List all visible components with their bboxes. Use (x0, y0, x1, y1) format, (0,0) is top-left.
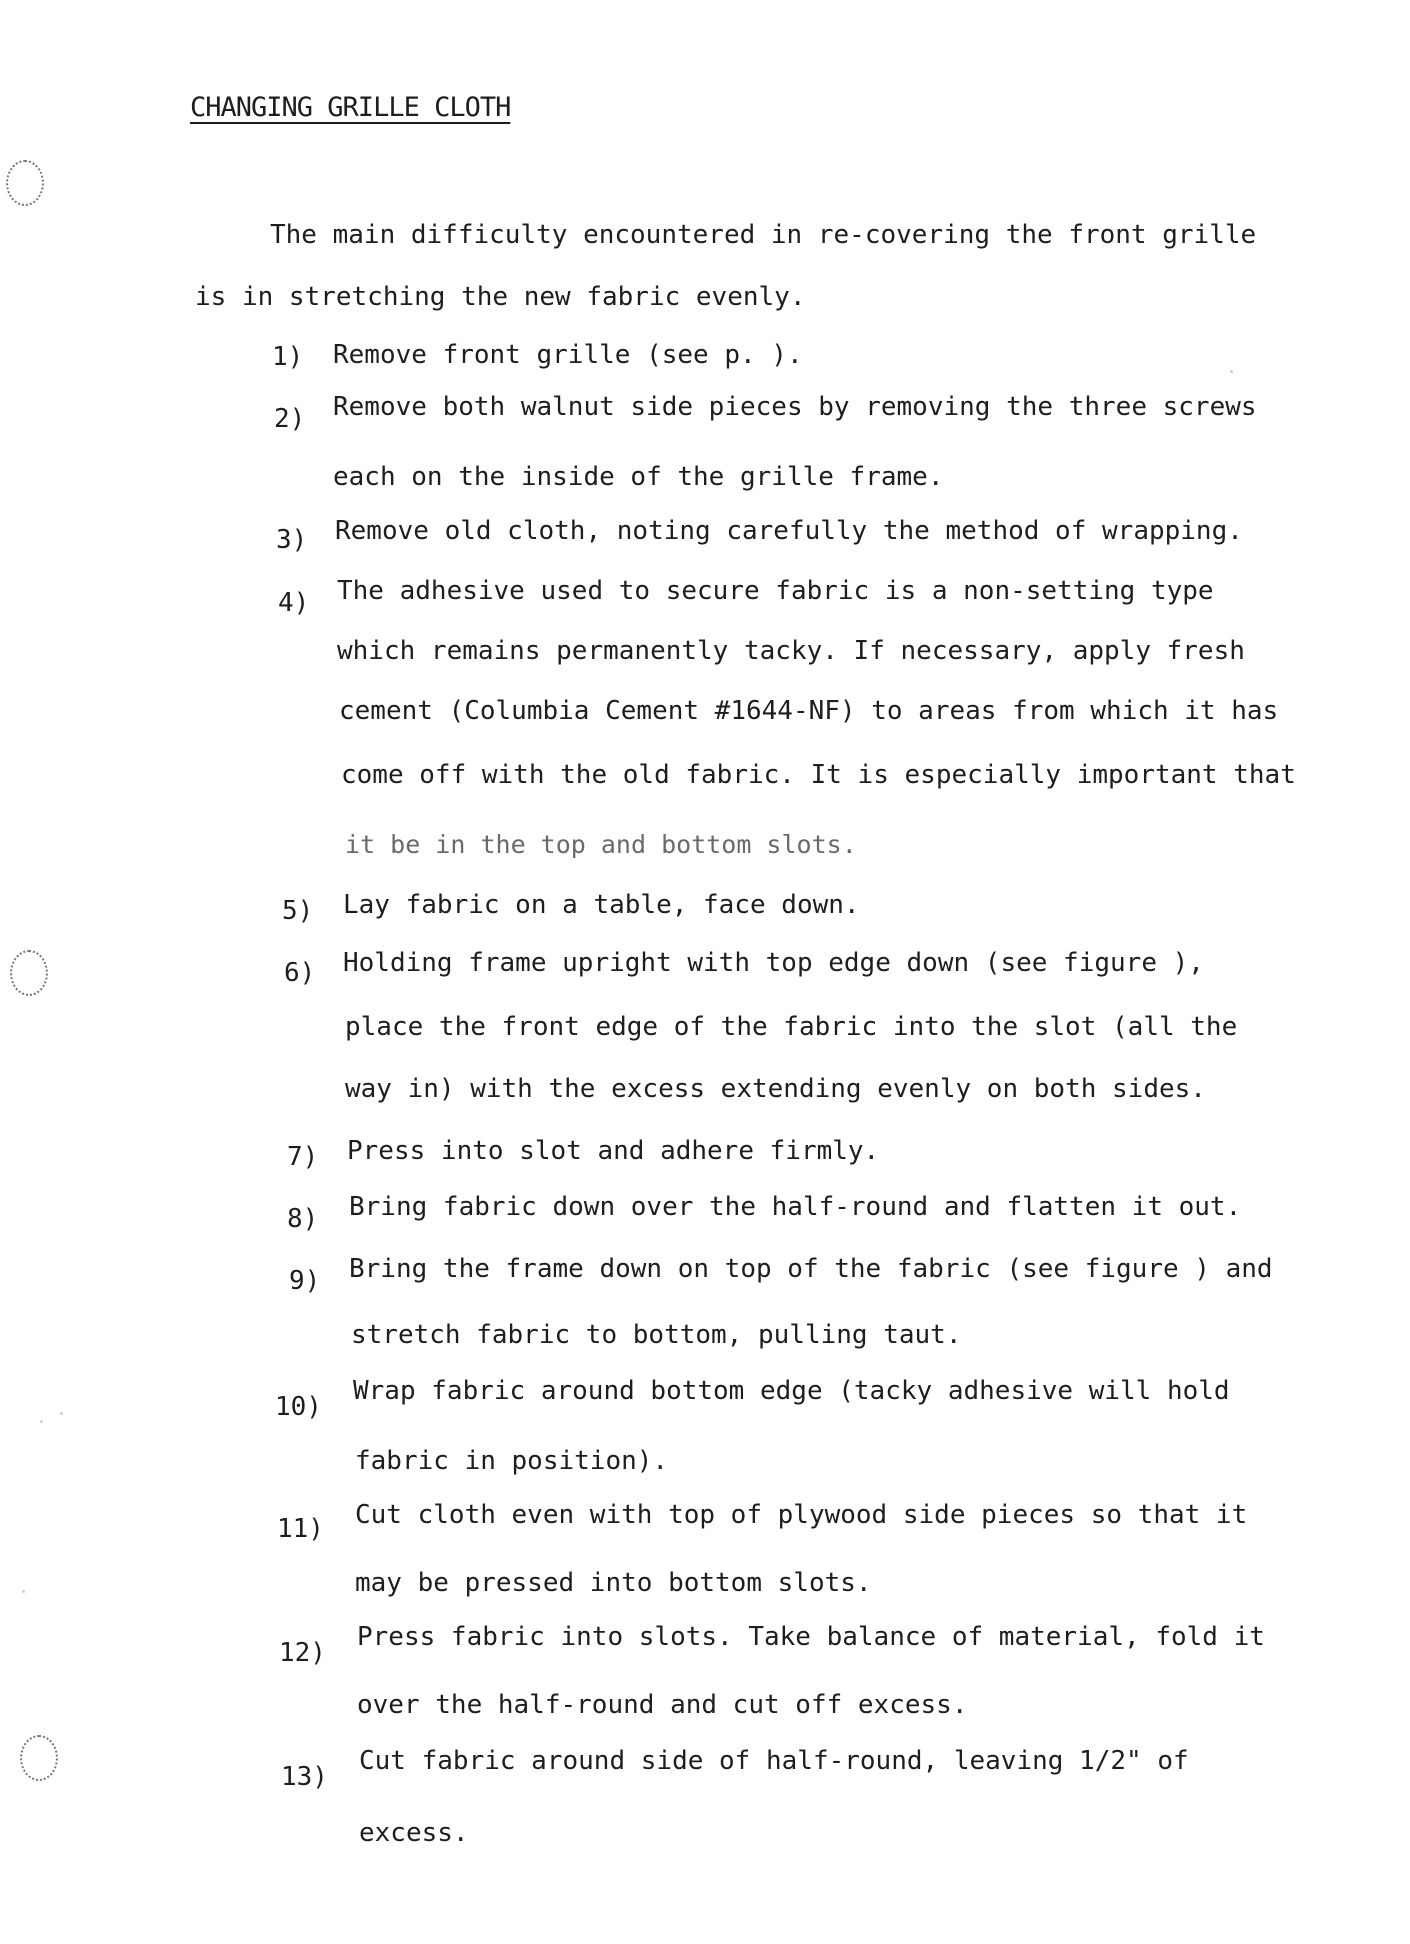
step-line: cement (Columbia Cement #1644-NF) to areas from which it has (339, 696, 1279, 726)
step-number: 2) (274, 404, 306, 434)
step-line: Remove front grille (see p. ). (333, 340, 803, 370)
step-line: Wrap fabric around bottom edge (tacky adhesive will hold (353, 1376, 1230, 1406)
step-line: it be in the top and bottom slots. (345, 830, 857, 859)
step-number: 5) (282, 896, 314, 926)
step-line: Bring fabric down over the half-round and flatten it out. (349, 1192, 1242, 1222)
step-number: 7) (287, 1142, 319, 1172)
step-number: 11) (277, 1514, 324, 1544)
step-number: 9) (289, 1266, 321, 1296)
step-line: Cut cloth even with top of plywood side pieces so that it (355, 1500, 1248, 1530)
step-line: Remove old cloth, noting carefully the method of wrapping. (335, 516, 1243, 546)
step-number: 6) (284, 958, 316, 988)
step-line: Lay fabric on a table, face down. (343, 890, 860, 920)
step-line: Press into slot and adhere firmly. (347, 1136, 880, 1166)
step-number: 10) (275, 1392, 322, 1422)
step-line: The adhesive used to secure fabric is a non-setting type (337, 576, 1214, 606)
step-line: excess. (359, 1818, 469, 1848)
step-line: place the front edge of the fabric into the slot (all the (345, 1012, 1238, 1042)
step-line: Remove both walnut side pieces by removing the three screws (333, 392, 1257, 422)
intro-line: The main difficulty encountered in re-covering the front grille (270, 220, 1257, 250)
step-line: may be pressed into bottom slots. (355, 1568, 872, 1598)
step-number: 3) (276, 525, 308, 555)
step-number: 4) (278, 588, 310, 618)
page-title: CHANGING GRILLE CLOTH (190, 92, 511, 123)
step-line: Bring the frame down on top of the fabric (see figure ) and (349, 1254, 1273, 1284)
step-line: over the half-round and cut off excess. (357, 1690, 968, 1720)
step-number: 12) (279, 1638, 326, 1668)
step-line: Press fabric into slots. Take balance of material, fold it (357, 1622, 1265, 1652)
step-number: 13) (281, 1762, 328, 1792)
step-line: Cut fabric around side of half-round, leaving 1/2" of (359, 1746, 1189, 1776)
step-line: each on the inside of the grille frame. (333, 462, 944, 492)
intro-line: is in stretching the new fabric evenly. (195, 282, 806, 312)
punch-hole-stamp-icon (6, 160, 44, 206)
step-line: way in) with the excess extending evenly on both sides. (345, 1074, 1206, 1104)
step-line: come off with the old fabric. It is especially important that (341, 760, 1296, 790)
step-line: which remains permanently tacky. If necessary, apply fresh (337, 636, 1245, 666)
step-number: 1) (272, 342, 304, 372)
step-line: fabric in position). (355, 1446, 669, 1476)
punch-hole-stamp-icon (20, 1735, 58, 1781)
step-line: Holding frame upright with top edge down (see figure ), (343, 948, 1204, 978)
step-number: 8) (287, 1204, 319, 1234)
step-line: stretch fabric to bottom, pulling taut. (351, 1320, 962, 1350)
punch-hole-stamp-icon (10, 950, 48, 996)
